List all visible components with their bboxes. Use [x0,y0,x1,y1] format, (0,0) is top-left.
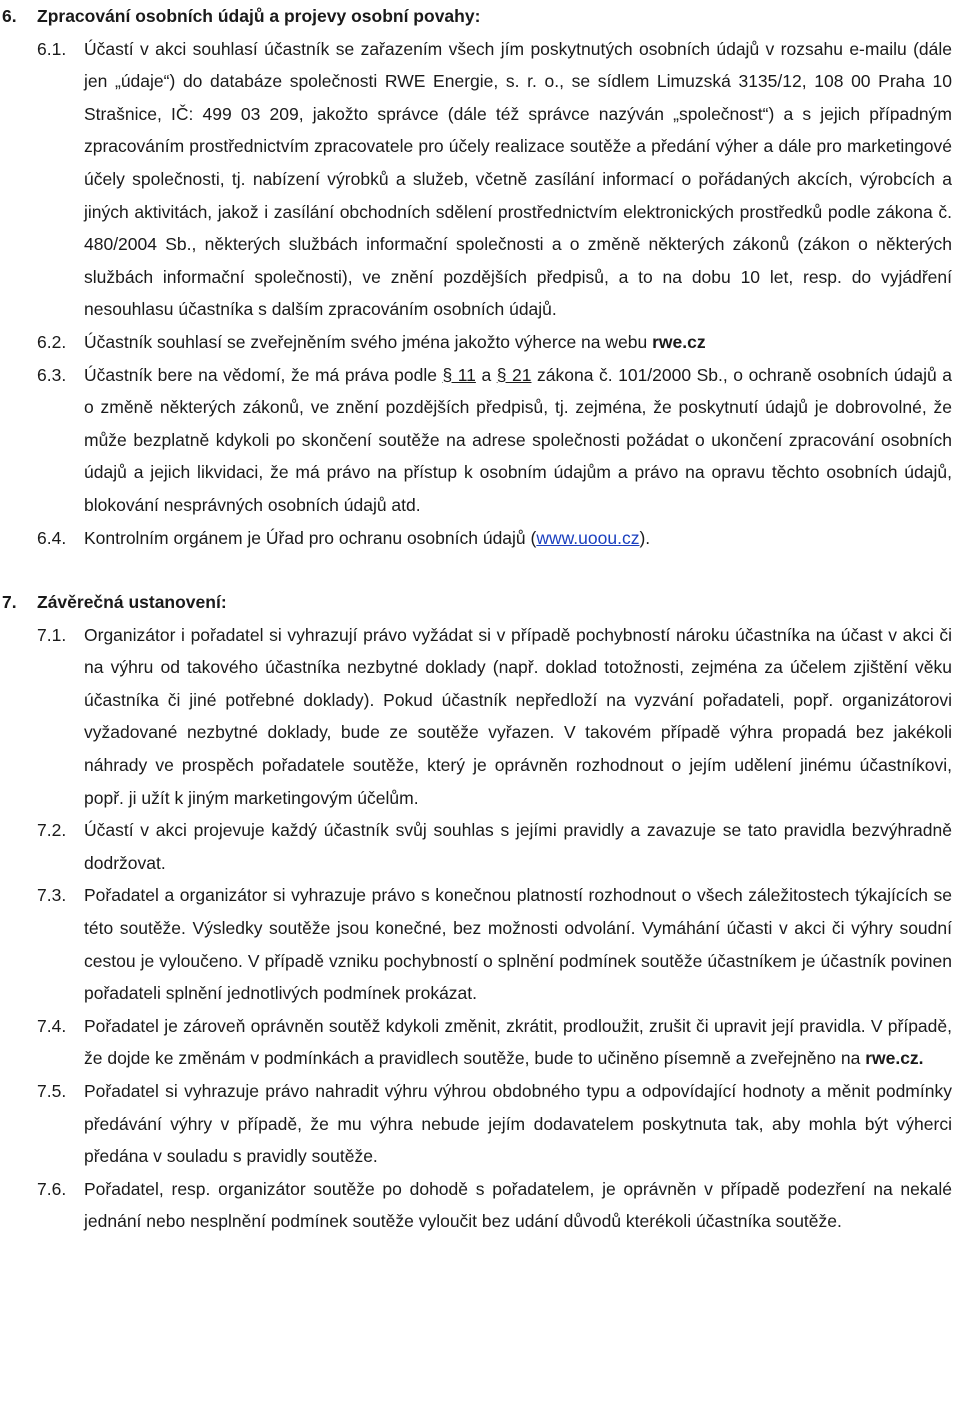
website-bold: rwe.cz [652,331,706,352]
item-text: Účastí v akci projevuje každý účastník svůj souhlas s jejími pravidly a zavazuje se tato pravidla bezvýhradně dodržovat. [84,820,952,873]
item-number: 7.6. [37,1178,67,1199]
item-text-part: Pořadatel je zároveň oprávněn soutěž kdykoli změnit, zkrátit, prodloužit, zrušit či upravit její pravidla. V případě, že dojde ke změnám v podmínkách a pravidlech soutěže, bude to učiněno písemně a zveřejněno na [84,1015,952,1069]
item-number: 6.4. [37,527,67,548]
item-text-part: Účastník souhlasí se zveřejněním svého jména jakožto výherce na webu [84,331,653,352]
item-text-part: a [475,364,497,385]
item-7-5 [0,1075,956,1173]
item-text-part: zákona č. 101/2000 Sb., o ochraně osobních údajů a o změně některých zákonů, ve znění pozdějších předpisů, tj. zejména, že poskytnutí údajů je dobrovolné, že může bezplatně kdykoli po skončení soutěže na adrese společnosti požádat o ukončení zpracování osobních údajů a jejich likvidaci, že má právo na přístup k osobním údajům a právo na opravu těchto osobních údajů, blokování nesprávných osobních údajů atd. [84,364,952,515]
item-text [84,522,952,555]
item-text: Organizátor i pořadatel si vyhrazují právo vyžádat si v případě pochybností nároku účastníka na účast v akci či na výhru od takového účastníka nezbytné doklady (např. doklad totožnosti, zejména za účelem zjištění věku účastníka či jiné potřebné doklady). Pokud účastník nepředloží na vyzvání pořadateli, popř. organizátorovi vyžadované nezbytné doklady, bude ze soutěže vyřazen. V takovém případě výhra propadá bez jakékoli náhrady ve prospěch pořadatele soutěže, který je oprávněn rozhodnout o jejím udělení jinému účastníkovi, popř. ji užít k jiným marketingovým účelům. [84,624,952,808]
item-number: 7.5. [37,1081,67,1101]
item-number: 7.1. [37,624,67,645]
law-reference-link[interactable]: § 21 [496,364,532,385]
section-7-heading [0,586,956,619]
law-reference-link[interactable]: § 11 [442,364,476,385]
item-7-4 [0,1010,956,1075]
item-6-3 [0,359,956,522]
item-text [84,1010,952,1075]
item-7-1 [0,619,956,815]
item-number: 7.2. [37,820,67,841]
item-number: 7.3. [37,885,67,906]
item-text [84,326,952,359]
item-text-part: Kontrolním orgánem je Úřad pro ochranu osobních údajů ( [84,527,537,548]
section-number: 6. [2,6,17,26]
item-text: Pořadatel si vyhrazuje právo nahradit výhru výhrou obdobného typu a odpovídající hodnoty a měnit podmínky předávání výhry v případě, že mu výhra nebude jejím dodavatelem poskytnuta tak, aby mohla být výherci předána v souladu s pravidly soutěže. [84,1081,952,1167]
item-number: 6.1. [37,38,67,59]
section-spacer [0,554,956,586]
website-bold: rwe.cz. [865,1048,924,1069]
item-text-part: Účastník bere na vědomí, že má práva podle [84,364,443,385]
item-7-3 [0,879,956,1009]
item-7-2 [0,814,956,879]
item-text-part: ). [639,527,651,548]
item-text: Účastí v akci souhlasí účastník se zařazením všech jím poskytnutých osobních údajů v rozsahu e-mailu (dále jen „údaje“) do databáze společnosti RWE Energie, s. r. o., se sídlem Limuzská 3135/12, 108 00 Praha 10 Strašnice, IČ: 499 03 209, jakožto správce (dále též správce nazýván „společnost“) a s jejich případným zpracováním prostřednictvím zpracovatele pro účely realizace soutěže a předání výher a dále pro marketingové účely společnosti, tj. nabízení výrobků a služeb, včetně zasílání informací o pořádaných akcích, výrobcích a jiných aktivitách, jakož i zasílání obchodních sdělení prostřednictvím elektronických prostředků podle zákona č. 480/2004 Sb., některých službách informační společnosti a o změně některých zákonů (zákon o některých službách informační společnosti), ve znění pozdějších předpisů, a to na dobu 10 let, resp. do vyjádření nesouhlasu účastníka s dalším zpracováním osobních údajů. [84,38,952,320]
item-text [84,359,952,522]
item-6-2 [0,326,956,359]
item-number: 7.4. [37,1015,67,1036]
item-number: 6.2. [37,331,67,352]
item-6-1 [0,33,956,326]
section-title: Zpracování osobních údajů a projevy osobní povahy: [37,6,481,26]
item-text: Pořadatel, resp. organizátor soutěže po dohodě s pořadatelem, je oprávněn v případě podezření na nekalé jednání nebo nesplnění podmínek soutěže vyloučit bez udání důvodů kterékoli účastníka soutěže. [84,1178,952,1232]
section-title: Závěrečná ustanovení: [37,592,227,613]
item-6-4 [0,522,956,555]
section-number: 7. [2,592,17,613]
item-text: Pořadatel a organizátor si vyhrazuje právo s konečnou platností rozhodnout o všech záležitostech týkajících se této soutěže. Výsledky soutěže jsou konečné, bez možnosti odvolání. Vymáhání účasti v akci či výhry soudní cestou je vyloučeno. V případě vzniku pochybností o splnění podmínek soutěže účastníkem je účastník povinen pořadateli splnění jednotlivých podmínek prokázat. [84,885,952,1004]
uoou-link[interactable]: www.uoou.cz [536,527,640,548]
item-number: 6.3. [37,364,67,385]
item-7-6 [0,1173,956,1238]
section-6-heading [0,0,956,33]
